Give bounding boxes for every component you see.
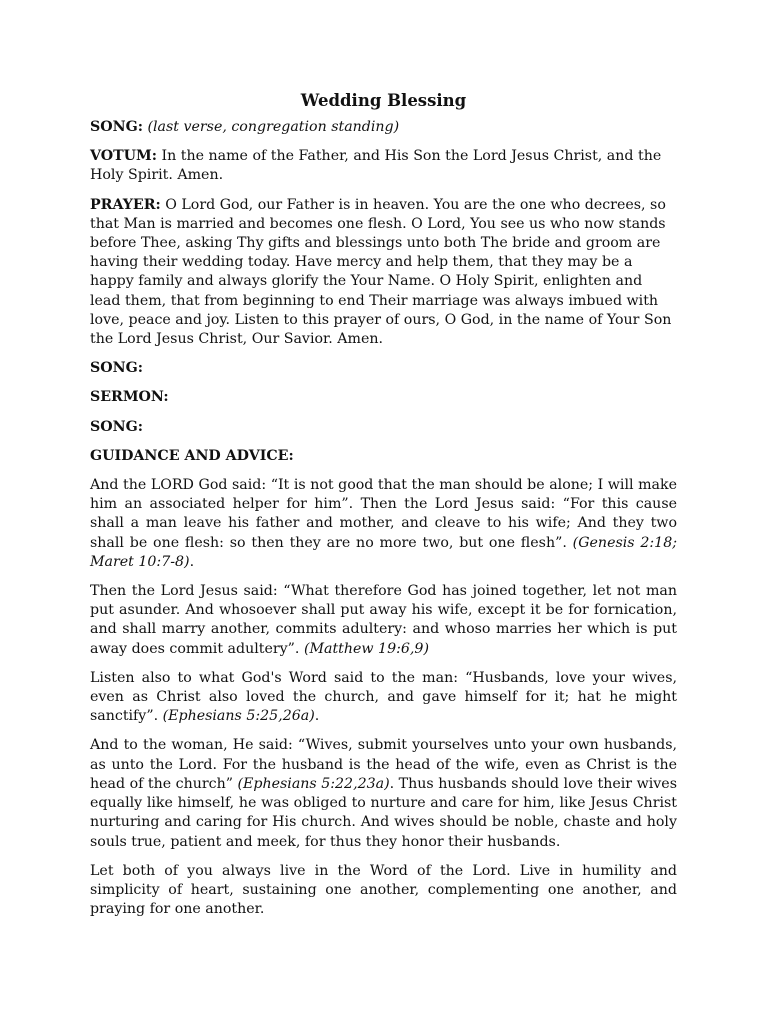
closing-paragraph: Let both of you always live in the Word of the Lord. Live in humility and simplicity of heart, sustaining one another, complementing one another, and praying for one another. [90, 862, 677, 918]
song-label-3: SONG: [90, 418, 143, 435]
guidance-heading [90, 447, 677, 466]
guidance-label: GUIDANCE AND ADVICE: [90, 447, 294, 464]
document-page [90, 90, 677, 929]
guidance-1-period: . [189, 553, 195, 570]
guidance-4-text-after: . Thus husbands should love their wives equally like himself, he was obliged to nurture and care for him, like Jesus Christ nurturing and caring for His church. And wives should be noble, chaste and holy souls true, patient and meek, for thus they honor their husbands. [90, 775, 677, 850]
song-note: (last verse, congregation standing) [147, 119, 400, 135]
guidance-1-citation: (Genesis 2:18; Maret 10:7-8) [90, 534, 678, 570]
prayer-paragraph [90, 196, 677, 350]
sermon-label: SERMON: [90, 389, 169, 406]
guidance-4-citation: (Ephesians 5:22,23a) [237, 775, 390, 792]
guidance-3-period: . [314, 708, 320, 725]
song-label: SONG: [90, 119, 143, 135]
guidance-4-text-before: And to the woman, He said: “Wives, submit yourselves unto your own husbands, as unto the Lord. For the husband is the head of the wife, even as Christ is the head of the church” [90, 737, 677, 792]
document-title: Wedding Blessing [300, 91, 467, 110]
guidance-2-text: Then the Lord Jesus said: “What therefore God has joined together, let not man put asunder. And whosoever shall put away his wife, except it be for fornication, and shall marry another, commits adultery: and whoso marries her which is put away does commit adultery”. [90, 583, 677, 657]
song-instruction [90, 118, 677, 137]
song-heading-2 [90, 359, 677, 378]
guidance-2-citation: (Matthew 19:6,9) [303, 640, 429, 657]
votum-text: In the name of the Father, and His Son the Lord Jesus Christ, and the Holy Spirit. Amen. [90, 148, 662, 184]
prayer-label: PRAYER: [90, 196, 161, 213]
prayer-text: O Lord God, our Father is in heaven. You are the one who decrees, so that Man is married and becomes one flesh. O Lord, You see us who now stands before Thee, asking Thy gifts and blessings unto both The bride and groom are having their wedding today. Have mercy and help them, that they may be a happy family and always glorify the Your Name. O Holy Spirit, enlighten and lead them, that from beginning to end Their marriage was always imbued with love, peace and joy. Listen to this prayer of ours, O God, in the name of Your Son the Lord Jesus Christ, Our Savior. Amen. [90, 196, 672, 348]
guidance-paragraph-4 [90, 736, 677, 851]
guidance-3-text: Listen also to what God's Word said to the man: “Husbands, love your wives, even as Christ also loved the church, and gave himself for it; hat he might sanctify”. [90, 669, 677, 725]
votum-label: VOTUM: [90, 148, 157, 165]
sermon-heading [90, 388, 677, 407]
votum-paragraph [90, 147, 677, 185]
guidance-paragraph-2 [90, 582, 677, 659]
song-heading-3 [90, 418, 677, 437]
guidance-1-text: And the LORD God said: “It is not good that the man should be alone; I will make him an associated helper for him”. Then the Lord Jesus said: “For this cause shall a man leave his father and mother, and cleave to his wife; And they two shall be one flesh: so then they are no more two, but one flesh”. [90, 477, 677, 551]
guidance-3-citation: (Ephesians 5:25,26a) [162, 708, 315, 725]
guidance-paragraph-3 [90, 669, 677, 727]
song-label-2: SONG: [90, 360, 143, 377]
guidance-paragraph-1 [90, 476, 677, 572]
